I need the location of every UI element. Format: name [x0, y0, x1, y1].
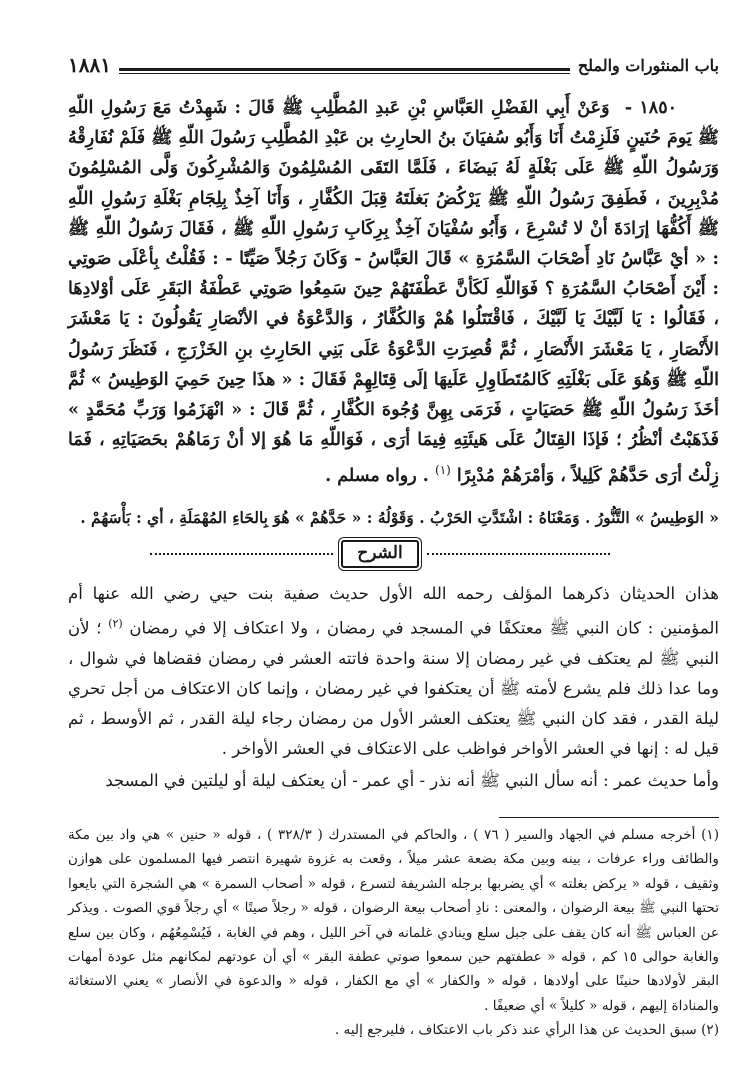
page-number: ١٨٨١	[68, 53, 111, 77]
header-rule	[119, 68, 570, 71]
footnote-2: (٢) سبق الحديث عن هذا الرأي عند ذكر باب الاعتكاف ، فليرجع إليه .	[334, 1022, 719, 1039]
hadith-gloss: « الوَطِيسُ » التَّنُّورُ . وَمَعْنَاهُ : اشْتَدَّتِ الحَرْبُ . وَقَوْلُهُ : « حَدَّهُمْ » هُوَ بِالحَاءِ المُهْمَلَةِ ، أي : بَأْسَهُمْ .	[80, 508, 719, 527]
footnotes	[68, 823, 719, 1043]
hadith-source: . رواه مسلم .	[325, 466, 429, 487]
footnote-rule	[499, 817, 719, 818]
footnote-ref-1[interactable]: (١)	[435, 463, 451, 478]
page-header	[68, 52, 719, 78]
footnote-1: (١) أخرجه مسلم في الجهاد والسير ( ٧٦ ) ، والحاكم في المستدرك ( ٣٢٨/٣ ) ، قوله « حنين » هي واد بين مكة والطائف وراء عرفات ، بينه وبين مكة بضعة عشر ميلاً ، وقعت به غزوة شهيرة انتصر فيها المسلمون على هوازن وثقيف ، قوله « يركض بغلته » أي يضربها برجله الشريفة لتسرع ، قوله « أصحاب السمرة » هي الشجرة التي بايعوا تحتها النبي ﷺ بيعة الرضوان ، والمعنى : نادِ أصحاب بيعة الرضوان ، قوله « رجلاً صيتًا » أي رجلاً قوي الصوت . ويذكر عن العباس ﷺ أنه كان يقف على جبل سلع وينادي غلمانه في آخر الليل ، وهم في الغابة ، فَيُسْمِعُهُم ، وكان بين سلع والغابة حوالى ١٥ كم ، قوله « عطفتهم حين سمعوا صوتي عطفة البقر » أي أن عودتهم لمكانهم مثل عودة أمهات البقر لأولادها حنينًا على أولادها ، قوله « والكفار » أي مع الكفار ، قوله « والدعوة في الأنصار » يعني الاستغاثة والمناداة إليهم ، قوله « كليلاً » أي ضعيفًا .	[68, 827, 719, 1014]
hadith-block	[68, 93, 719, 491]
hadith-number: ١٨٥٠ -	[624, 98, 677, 118]
sharh-body	[68, 579, 719, 798]
divider-line-right	[427, 553, 610, 555]
hadith-text: وَعَنْ أَبِي الفَضْلِ العَبَّاسِ بْنِ عَبدِ المُطَّلِبِ ﷺ قَالَ : شَهِدْتُ مَعَ رَسُولِ اللّهِ ﷺ يَومَ حُنَينٍ فَلَزِمْتُ أَنَا وَأَبُو سُفيَانَ بنُ الحارِثِ بن عَبْدِ المُطَّلِبِ رَسُولَ اللّهِ ﷺ فَلَمْ نُفَارِقْهُ وَرَسُولُ اللّهِ ﷺ عَلَى بَغْلَةٍ لَهُ بَيضَاءَ ، فَلَمَّا التَقَى المُسْلِمُونَ وَالمُشْرِكُونَ وَلَّى المُسْلِمُونَ مُدْبِرِينَ ، فَطَفِقَ رَسُولُ اللّهِ ﷺ يَرْكُضُ بَغلَتَهُ قِبَلَ الكُفَّارِ ، وَأَنَا آخِذٌ بِلِجَامِ بَغْلَةِ رَسُولِ اللّهِ ﷺ أَكُفُّهَا إرَادَةَ أنْ لا تُسْرِعَ ، وَأَبُو سُفْيَانَ آخِذٌ بِرِكَابِ رَسُولِ اللّهِ ﷺ ، فَقَالَ رَسُولُ اللّهِ ﷺ : « أيْ عَبَّاسُ نَادِ أَصْحَابَ السَّمُرَةِ » قَالَ العَبَّاسُ - وَكَانَ رَجُلاً صَيِّتًا - : فَقُلْتُ بِأعْلَى صَوتِي : أَيْنَ أَصْحَابُ السَّمُرَةِ ؟ فَوَاللّهِ لَكَأنَّ عَطْفَتَهُمْ حِينَ سَمِعُوا صَوتِي عَطْفَةُ البَقَرِ عَلَى أوْلادِهَا ، فَقَالُوا : يَا لَبَّيْكَ يَا لَبَّيْكَ ، فَاقْتَتَلُوا هُمْ وَالكُفَّارُ ، وَالدَّعْوَةُ في الأنْصَارِ يَقُولُونَ : يَا مَعْشَرَ الأَنْصَارِ ، يَا مَعْشَرَ الأَنْصَارِ ، ثُمَّ قُصِرَتِ الدَّعْوَةُ عَلَى بَنِي الحَارِثِ بنِ الخَزْرَجِ ، فَنَظَرَ رَسُولُ اللّهِ ﷺ وَهُوَ عَلَى بَغْلَتِهِ كَالمُتَطَاوِلِ عَلَيهَا إلَى قِتَالِهِمْ فَقَالَ : « هذَا حِينَ حَمِيَ الوَطِيسُ » ثُمَّ أخَذَ رَسُولُ اللّهِ ﷺ حَصَيَاتٍ ، فَرَمَى بِهِنَّ وُجُوهَ الكُفَّارِ ، ثُمَّ قَالَ : « انْهَزَمُوا وَرَبِّ مُحَمَّدٍ » فَذَهَبْتُ أنْظُرُ ؛ فَإذَا القِتَالُ عَلَى هَيئَتِهِ فِيمَا أرَى ، فَوَاللّهِ مَا هُوَ إلا أنْ رَمَاهُمْ بحَصَيَاتِهِ ، فَمَا زِلْتُ أرَى حَدَّهُمْ كَلِيلاً ، وَأمْرَهُمْ مُدْبِرًا	[68, 98, 719, 487]
sharh-text-1a: هذان الحديثان ذكرهما المؤلف رحمه الله الأول حديث صفية بنت حيي رضي الله عنها أم المؤمنين : كان النبي ﷺ معتكفًا في المسجد في رمضان ، ولا اعتكاف إلا في رمضان	[68, 584, 719, 638]
sharh-divider	[150, 537, 610, 571]
hadith-paragraph	[68, 93, 719, 491]
sharh-paragraph-1	[68, 579, 719, 764]
footnote-ref-2[interactable]: (٢)	[108, 617, 123, 630]
sharh-heading: الشرح	[341, 540, 418, 568]
sharh-paragraph-2: وأما حديث عمر : أنه سأل النبي ﷺ أنه نذر - أي عمر - أن يعتكف ليلة أو ليلتين في المسجد	[105, 770, 719, 790]
chapter-title: باب المنثورات والملح	[577, 55, 719, 75]
sharh-text-1b: ؛ لأن النبي ﷺ لم يعتكف في غير رمضان إلا سنة واحدة فاتته العشر في رمضان فقضاها في شوال ، وما عدا ذلك فلم يشرع لأمته ﷺ أن يعتكفوا في غير رمضان ، وإنما كان الاعتكاف من أجل تحري ليلة القدر ، فقد كان النبي ﷺ يعتكف العشر الأول من رمضان رجاء ليلة القدر ، ثم الأوسط ، ثم قيل له : إنها في العشر الأواخر فواظب على الاعتكاف في العشر الأواخر .	[68, 618, 719, 758]
divider-line-left	[150, 553, 333, 555]
